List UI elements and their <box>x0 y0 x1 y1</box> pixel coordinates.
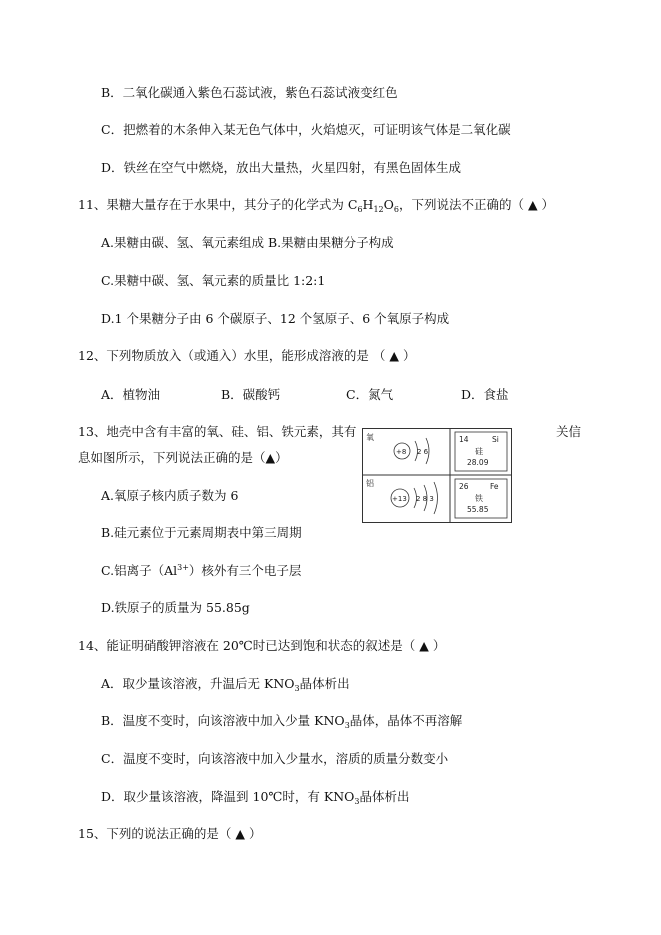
q13-option-c-suffix: ）核外有三个电子层 <box>188 563 302 578</box>
element-info-figure <box>362 428 512 523</box>
q14-option-a-prefix: A．取少量该溶液，升温后无 KNO <box>101 676 295 691</box>
q14-stem: 14、能证明硝酸钾溶液在 20℃时已达到饱和状态的叙述是（ ▲ ） <box>78 638 446 653</box>
q11-subscript-h: 12 <box>373 205 384 214</box>
q10-option-d: D．铁丝在空气中燃烧，放出大量热，火星四射，有黑色固体生成 <box>101 160 462 175</box>
q11-stem-h: H <box>362 197 374 212</box>
aluminum-nucleus: +13 <box>392 495 407 503</box>
q13-stem-line1-right: 关信 <box>556 424 582 439</box>
q13-option-d: D.铁原子的质量为 55.85g <box>101 600 250 615</box>
q11-option-ab: A.果糖由碳、氢、氧元素组成 B.果糖由果糖分子构成 <box>101 235 394 250</box>
q13-option-a: A.氧原子核内质子数为 6 <box>101 488 239 503</box>
q13-stem-line1: 13、地壳中含有丰富的氧、硅、铝、铁元素，其有 <box>78 424 357 439</box>
silicon-number: 14 <box>459 435 469 444</box>
aluminum-label: 铝 <box>366 479 374 488</box>
q14-option-b <box>101 713 462 729</box>
q11-subscript-o: 6 <box>393 205 399 214</box>
q13-option-c-charge: 3+ <box>177 563 189 572</box>
q14-option-b-subscript: 3 <box>344 721 350 730</box>
iron-name: 铁 <box>475 494 483 503</box>
q14-option-b-prefix: B．温度不变时，向该溶液中加入少量 KNO <box>101 713 345 728</box>
q12-stem: 12、下列物质放入（或通入）水里，能形成溶液的是 （ ▲ ） <box>78 348 416 363</box>
iron-mass: 55.85 <box>467 505 489 514</box>
q13-option-b: B.硅元素位于元素周期表中第三周期 <box>101 525 302 540</box>
q12-option-c: C．氮气 <box>346 387 394 402</box>
q11-stem <box>78 197 554 213</box>
q13-option-c-prefix: C.铝离子（Al <box>101 563 178 578</box>
iron-symbol: Fe <box>490 482 499 491</box>
oxygen-shells: 2 6 <box>417 448 429 456</box>
q14-option-d-prefix: D．取少量该溶液，降温到 10℃时，有 KNO <box>101 789 355 804</box>
q12-option-d: D．食盐 <box>461 387 509 402</box>
q14-option-c: C．温度不变时，向该溶液中加入少量水，溶质的质量分数变小 <box>101 751 449 766</box>
iron-number: 26 <box>459 482 469 491</box>
q12-option-a: A．植物油 <box>101 387 161 402</box>
aluminum-shell-3 <box>434 482 438 514</box>
oxygen-nucleus: +8 <box>396 448 407 456</box>
q11-stem-prefix: 11、果糖大量存在于水果中，其分子的化学式为 C <box>78 197 358 212</box>
q14-option-d-subscript: 3 <box>354 797 360 806</box>
q10-option-b: B．二氧化碳通入紫色石蕊试液，紫色石蕊试液变红色 <box>101 85 398 100</box>
q14-option-b-suffix: 晶体，晶体不再溶解 <box>349 713 463 728</box>
q13-stem-line2: 息如图所示，下列说法正确的是（▲） <box>78 450 288 465</box>
silicon-mass: 28.09 <box>467 458 489 467</box>
q14-option-a-suffix: 晶体析出 <box>299 676 350 691</box>
q11-option-c: C.果糖中碳、氢、氧元素的质量比 1:2:1 <box>101 273 326 288</box>
q14-option-a-subscript: 3 <box>294 684 300 693</box>
aluminum-shells: 2 8 3 <box>416 495 434 503</box>
q15-stem: 15、下列的说法正确的是（ ▲ ） <box>78 826 262 841</box>
q11-stem-o: O <box>383 197 394 212</box>
q14-option-d <box>101 789 410 805</box>
oxygen-label: 氧 <box>366 433 374 442</box>
q11-stem-suffix: ，下列说法不正确的（ ▲ ） <box>398 197 555 212</box>
q14-option-d-suffix: 晶体析出 <box>359 789 410 804</box>
q12-option-b: B．碳酸钙 <box>221 387 281 402</box>
q13-option-c <box>101 563 301 579</box>
q14-option-a <box>101 676 350 692</box>
silicon-symbol: Si <box>492 435 499 444</box>
q11-option-d: D.1 个果糖分子由 6 个碳原子、12 个氢原子、6 个氧原子构成 <box>101 311 450 326</box>
silicon-name: 硅 <box>475 447 483 456</box>
q10-option-c: C．把燃着的木条伸入某无色气体中，火焰熄灭，可证明该气体是二氧化碳 <box>101 122 511 137</box>
q11-subscript-c: 6 <box>357 205 363 214</box>
